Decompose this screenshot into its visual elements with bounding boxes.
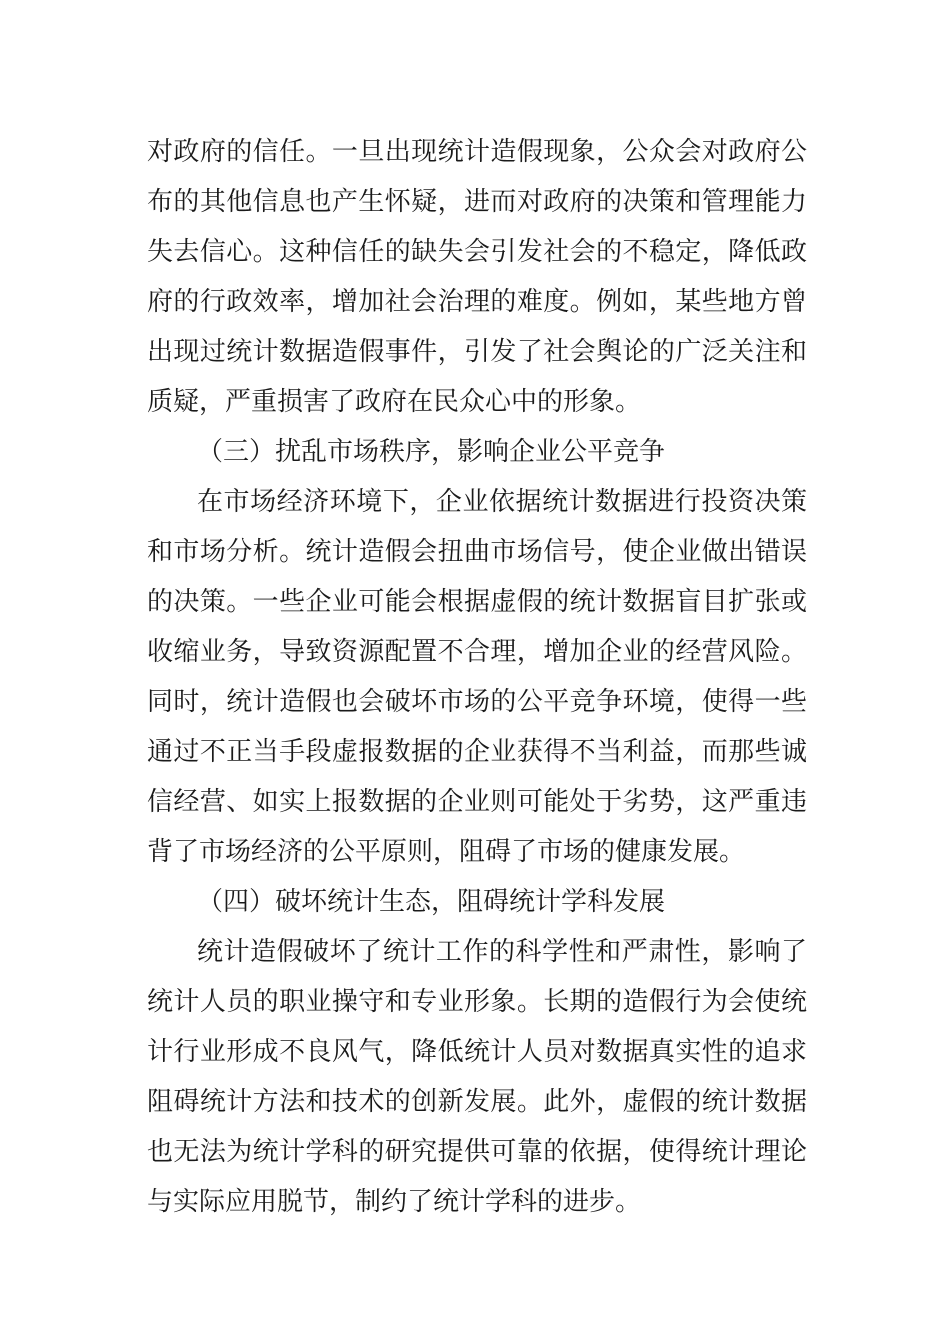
paragraph-line: 和市场分析。统计造假会扭曲市场信号，使企业做出错误 — [147, 537, 807, 567]
paragraph-line: 信经营、如实上报数据的企业则可能处于劣势，这严重违 — [147, 787, 807, 817]
paragraph-line: 府的行政效率，增加社会治理的难度。例如，某些地方曾 — [147, 287, 807, 317]
paragraph-line: 背了市场经济的公平原则，阻碍了市场的健康发展。 — [147, 837, 746, 867]
paragraph-line: 质疑，严重损害了政府在民众心中的形象。 — [147, 387, 642, 417]
paragraph-line: 失去信心。这种信任的缺失会引发社会的不稳定，降低政 — [147, 237, 807, 267]
paragraph-line: 统计人员的职业操守和专业形象。长期的造假行为会使统 — [147, 987, 807, 1017]
paragraph-line: 同时，统计造假也会破坏市场的公平竞争环境，使得一些 — [147, 687, 807, 717]
section-heading: （四）破坏统计生态，阻碍统计学科发展 — [197, 887, 666, 917]
paragraph-line: 也无法为统计学科的研究提供可靠的依据，使得统计理论 — [147, 1137, 807, 1167]
paragraph-line: 对政府的信任。一旦出现统计造假现象，公众会对政府公 — [147, 137, 807, 167]
paragraph-line: 在市场经济环境下，企业依据统计数据进行投资决策 — [197, 487, 807, 517]
paragraph-line: 与实际应用脱节，制约了统计学科的进步。 — [147, 1187, 642, 1217]
paragraph-line: 收缩业务，导致资源配置不合理，增加企业的经营风险。 — [147, 637, 807, 667]
paragraph-line: 布的其他信息也产生怀疑，进而对政府的决策和管理能力 — [147, 187, 807, 217]
paragraph-line: 出现过统计数据造假事件，引发了社会舆论的广泛关注和 — [147, 337, 807, 367]
paragraph-line: 统计造假破坏了统计工作的科学性和严肃性，影响了 — [197, 937, 807, 967]
paragraph-line: 通过不正当手段虚报数据的企业获得不当利益，而那些诚 — [147, 737, 807, 767]
section-heading: （三）扰乱市场秩序，影响企业公平竞争 — [197, 437, 666, 467]
paragraph-line: 阻碍统计方法和技术的创新发展。此外，虚假的统计数据 — [147, 1087, 807, 1117]
paragraph-line: 计行业形成不良风气，降低统计人员对数据真实性的追求 — [147, 1037, 807, 1067]
paragraph-line: 的决策。一些企业可能会根据虚假的统计数据盲目扩张或 — [147, 587, 807, 617]
